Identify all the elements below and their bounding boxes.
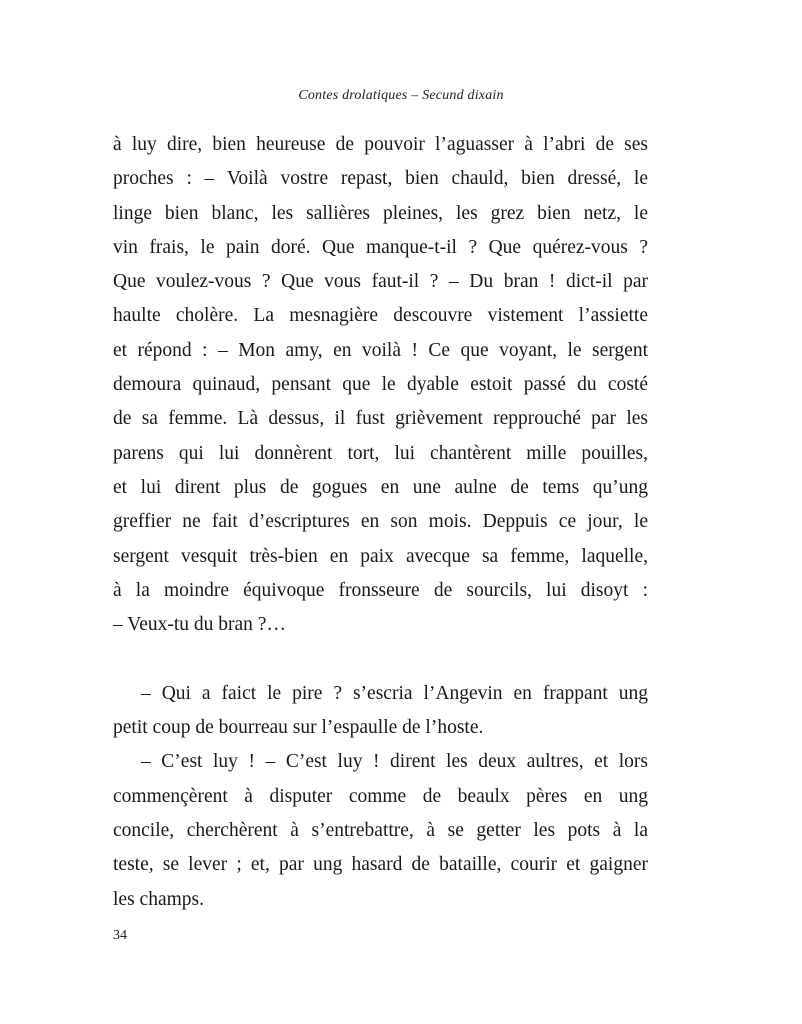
text-line: sergent vesquit très-bien en paix avecque sa femme, laquelle, <box>113 545 648 567</box>
paragraph-2 <box>113 677 648 746</box>
text-line: de sa femme. Là dessus, il fust grièvement repprouché par les <box>113 408 648 430</box>
text-line: concile, cherchèrent à s’entrebattre, à se getter les pots à la <box>113 819 648 841</box>
text-line: à luy dire, bien heureuse de pouvoir l’aguasser à l’abri de ses <box>113 134 648 155</box>
text-line: les champs. <box>113 888 204 910</box>
text-line: et lui dirent plus de gogues en une aulne de tems qu’ung <box>113 476 648 498</box>
text-line: haulte cholère. La mesnagière descouvre vistement l’assiette <box>113 305 648 327</box>
page-number: 34 <box>113 928 127 943</box>
paragraph-3 <box>113 745 648 916</box>
text-line: – C’est luy ! – C’est luy ! dirent les deux aultres, et lors <box>141 751 648 773</box>
text-line: Que voulez-vous ? Que vous faut-il ? – Du bran ! dict-il par <box>113 271 648 293</box>
text-line: demoura quinaud, pensant que le dyable estoit passé du costé <box>113 374 648 396</box>
text-line: à la moindre équivoque fronsseure de sourcils, lui disoyt : <box>113 579 648 601</box>
text-line: parens qui lui donnèrent tort, lui chantèrent mille pouilles, <box>113 442 648 464</box>
text-line: – Qui a faict le pire ? s’escria l’Angevin en frappant ung <box>141 682 648 704</box>
body-text <box>113 128 648 917</box>
running-head: Contes drolatiques – Secund dixain <box>298 88 504 103</box>
section-break <box>113 642 648 676</box>
text-line: teste, se lever ; et, par ung hasard de bataille, courir et gaigner <box>113 854 648 876</box>
text-line: proches : – Voilà vostre repast, bien chauld, bien dressé, le <box>113 168 648 190</box>
text-line: et répond : – Mon amy, en voilà ! Ce que voyant, le sergent <box>113 339 648 361</box>
text-line: – Veux-tu du bran ?… <box>113 614 286 636</box>
paragraph-1 <box>113 128 648 642</box>
text-line: petit coup de bourreau sur l’espaulle de l’hoste. <box>113 717 484 739</box>
text-line: greffier ne fait d’escriptures en son mois. Deppuis ce jour, le <box>113 511 648 533</box>
text-line: commençèrent à disputer comme de beaulx pères en ung <box>113 785 648 807</box>
text-line: linge bien blanc, les sallières pleines, les grez bien netz, le <box>113 202 648 224</box>
text-line: vin frais, le pain doré. Que manque-t-il ? Que quérez-vous ? <box>113 236 648 258</box>
